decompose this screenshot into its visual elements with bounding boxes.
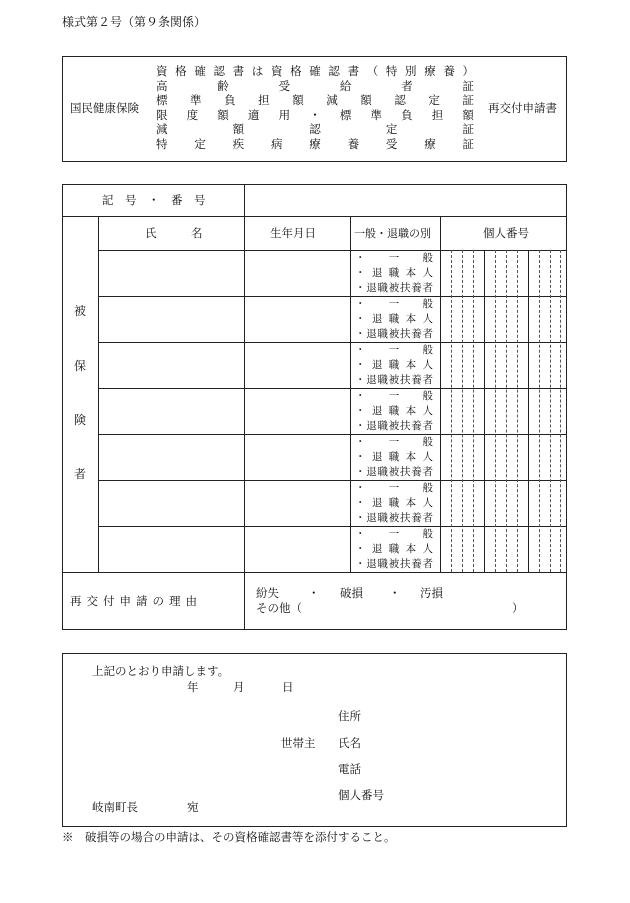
category-option[interactable]: ・ 一 般 (355, 390, 433, 403)
category-option[interactable]: ・ 退 職 被 扶 養 者 (355, 420, 433, 433)
cert-line: 高 齢 受 給 者 証 (156, 78, 474, 93)
reason-sep: ・ (389, 586, 401, 600)
category-option[interactable]: ・ 退 職 本 人 (355, 497, 433, 510)
kigo-bango-label: 記 号 ・ 番 号 (102, 193, 206, 207)
category-option[interactable]: ・ 退 職 本 人 (355, 359, 433, 372)
insured-mynumber-input[interactable] (441, 251, 566, 295)
name-label: 氏名 (338, 736, 361, 750)
category-options (355, 343, 433, 388)
insured-label-char: 保 (74, 359, 87, 373)
insured-birthdate-input[interactable] (245, 251, 349, 295)
category-option[interactable]: ・ 一 般 (355, 528, 433, 541)
kigo-bango-input[interactable] (244, 185, 566, 215)
reason-label: 再交付申請の理由 (70, 594, 202, 608)
cert-line: 標 準 負 担 額 減 額 認 定 証 (156, 93, 474, 108)
category-option[interactable]: ・ 一 般 (355, 298, 433, 311)
statement: 上記のとおり申請します。 (92, 664, 230, 678)
insured-name-input[interactable] (99, 389, 243, 433)
insured-birthdate-input[interactable] (245, 389, 349, 433)
insured-mynumber-input[interactable] (441, 297, 566, 341)
reason-damaged[interactable]: 破損 (340, 586, 363, 600)
reason-sep: ・ (308, 586, 320, 600)
insured-mynumber-input[interactable] (441, 435, 566, 479)
category-options (355, 251, 433, 296)
addressee-suffix: 宛 (187, 800, 199, 814)
insured-mynumber-input[interactable] (441, 481, 566, 525)
col-birth-header: 生年月日 (270, 226, 316, 240)
cert-line: 限 度 額 適 用 ・ 標 準 負 担 額 (156, 107, 474, 122)
cert-line: 特 定 疾 病 療 養 受 療 証 (156, 136, 474, 151)
category-option[interactable]: ・ 退 職 本 人 (355, 451, 433, 464)
category-option[interactable]: ・ 退 職 本 人 (355, 405, 433, 418)
date-year: 年 (187, 680, 199, 694)
category-option[interactable]: ・ 退 職 被 扶 養 者 (355, 282, 433, 295)
insured-name-input[interactable] (99, 343, 243, 387)
insured-name-input[interactable] (99, 527, 243, 571)
insured-label-char: 者 (74, 467, 87, 481)
insured-mynumber-input[interactable] (441, 389, 566, 433)
category-option[interactable]: ・ 退 職 本 人 (355, 543, 433, 556)
insured-birthdate-input[interactable] (245, 435, 349, 479)
insured-mynumber-input[interactable] (441, 343, 566, 387)
cert-line: 減 額 認 定 証 (156, 122, 474, 137)
col-mynumber-header: 個人番号 (483, 226, 529, 240)
mynumber-label: 個人番号 (338, 788, 384, 802)
insured-birthdate-input[interactable] (245, 481, 349, 525)
insured-label-char: 険 (74, 413, 87, 427)
category-options (355, 527, 433, 572)
category-options (355, 389, 433, 434)
insured-name-input[interactable] (99, 481, 243, 525)
insured-name-input[interactable] (99, 297, 243, 341)
category-options (355, 297, 433, 342)
category-option[interactable]: ・ 退 職 被 扶 養 者 (355, 466, 433, 479)
addressee: 岐南町長 (92, 800, 138, 814)
insured-name-input[interactable] (99, 435, 243, 479)
reason-other-label: その他（ (256, 601, 302, 615)
col-name-header: 氏 名 (145, 226, 203, 240)
category-option[interactable]: ・ 一 般 (355, 344, 433, 357)
reason-other-close: ） (512, 601, 524, 615)
reason-soiled[interactable]: 汚損 (420, 586, 443, 600)
reason-other-input[interactable] (305, 601, 505, 615)
col-category-header: 一般・退職の別 (354, 227, 431, 240)
category-option[interactable]: ・ 一 般 (355, 252, 433, 265)
category-option[interactable]: ・ 退 職 本 人 (355, 313, 433, 326)
insured-birthdate-input[interactable] (245, 527, 349, 571)
date-month: 月 (233, 680, 245, 694)
phone-label: 電話 (338, 762, 361, 776)
header-left-label: 国民健康保険 (70, 101, 139, 115)
category-option[interactable]: ・ 退 職 被 扶 養 者 (355, 374, 433, 387)
insured-name-input[interactable] (99, 251, 243, 295)
category-options (355, 481, 433, 526)
header-right-label: 再交付申請書 (488, 101, 557, 115)
category-option[interactable]: ・ 一 般 (355, 482, 433, 495)
category-option[interactable]: ・ 退 職 被 扶 養 者 (355, 558, 433, 571)
reason-lost[interactable]: 紛失 (256, 586, 279, 600)
category-option[interactable]: ・ 退 職 本 人 (355, 267, 433, 280)
footnote: ※ 破損等の場合の申請は、その資格確認書等を添付すること。 (62, 830, 396, 844)
cert-line: 資 格 確 認 書 は 資 格 確 認 書 （ 特 別 療 養 ） (156, 64, 474, 78)
date-day: 日 (282, 680, 294, 694)
category-option[interactable]: ・ 退 職 被 扶 養 者 (355, 512, 433, 525)
insured-birthdate-input[interactable] (245, 297, 349, 341)
insured-birthdate-input[interactable] (245, 343, 349, 387)
category-options (355, 435, 433, 480)
insured-mynumber-input[interactable] (441, 527, 566, 571)
category-option[interactable]: ・ 一 般 (355, 436, 433, 449)
householder-label: 世帯主 (281, 736, 316, 750)
insured-label-char: 被 (74, 304, 87, 318)
cert-lines-container (156, 64, 474, 152)
form-number: 様式第２号（第９条関係） (62, 15, 207, 29)
address-label: 住所 (338, 709, 361, 723)
category-option[interactable]: ・ 退 職 被 扶 養 者 (355, 328, 433, 341)
